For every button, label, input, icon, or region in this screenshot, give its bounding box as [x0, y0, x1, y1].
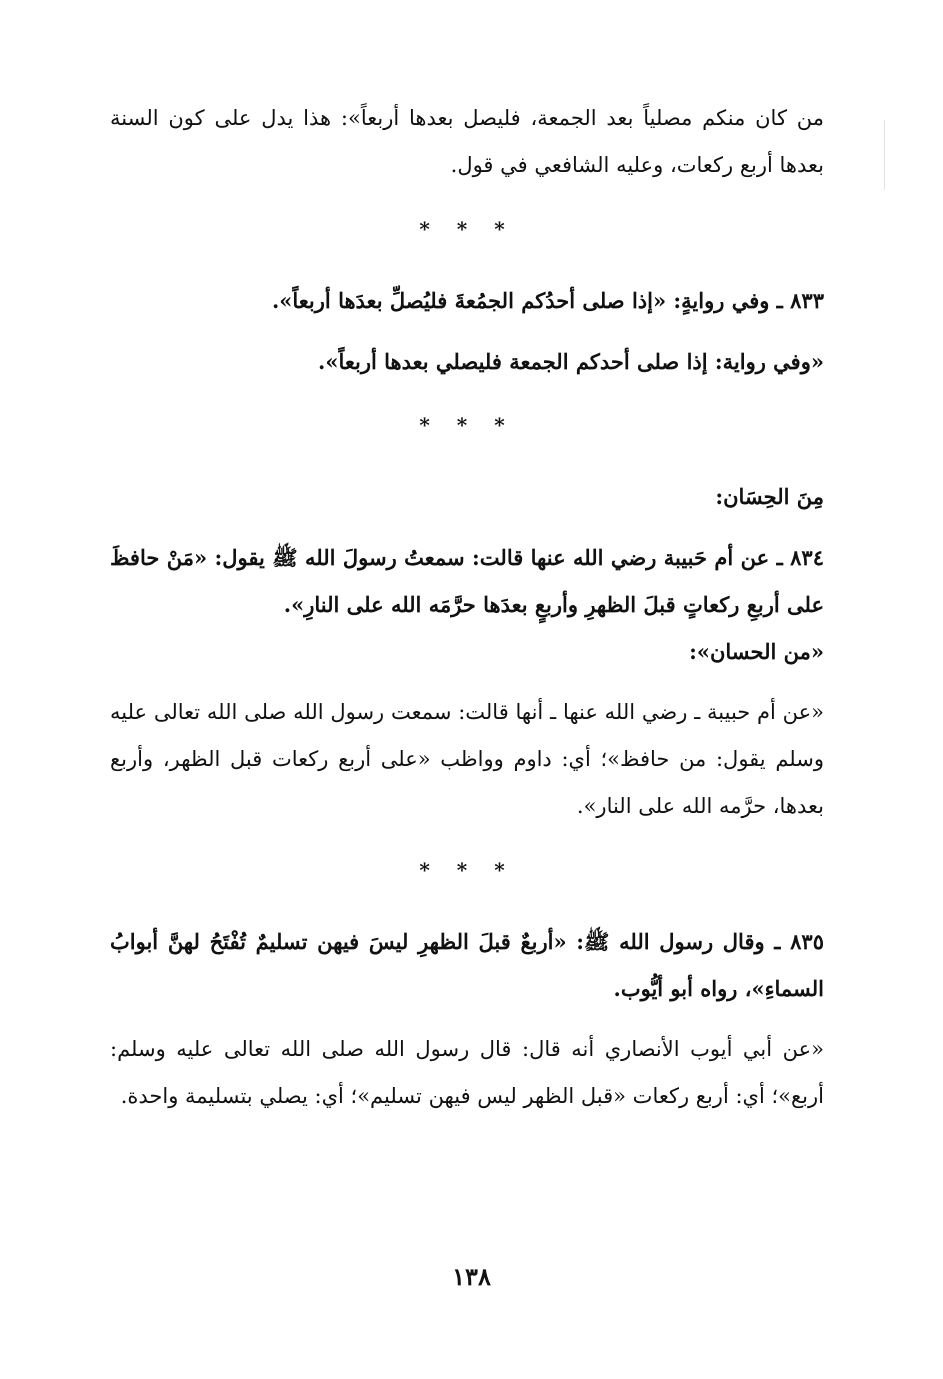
section-separator-2: * * * — [419, 413, 515, 437]
hadith-835-commentary: «عن أبي أيوب الأنصاري أنه قال: قال رسول الله صلى الله تعالى عليه وسلم: أربع»؛ أي: أربع ركعات «قبل الظهر ليس فيهن تسليم»؛ أي: يصلي بتسليمة واحدة. — [110, 1037, 824, 1108]
hadith-835: ٨٣٥ ـ وقال رسول الله ﷺ: «أربعٌ قبلَ الظهرِ ليسَ فيهن تسليمٌ تُفْتَحُ لهنَّ أبوابُ السماءِ»، رواه أبو أيُّوب. — [110, 929, 824, 1001]
hadith-833: ٨٣٣ ـ وفي روايةٍ: «إذا صلى أحدُكم الجمُعةَ فليُصلِّ بعدَها أربعاً». — [271, 288, 824, 313]
hadith-834: ٨٣٤ ـ عن أم حَبيبة رضي الله عنها قالت: سمعتُ رسولَ الله ﷺ يقول: «مَنْ حافظَ على أربعِ ركعاتٍ قبلَ الظهرِ وأربعٍ بعدَها حرَّمَه الله على النارِ». — [110, 545, 824, 617]
page-body — [110, 95, 824, 1120]
paragraph-1: من كان منكم مصلياً بعد الجمعة، فليصل بعدها أربعاً»: هذا يدل على كون السنة بعدها أربع ركعات، وعليه الشافعي في قول. — [110, 106, 824, 177]
margin-rule — [884, 120, 885, 190]
section-separator-3: * * * — [419, 858, 515, 882]
hadith-834-commentary: «عن أم حبيبة ـ رضي الله عنها ـ أنها قالت: سمعت رسول الله صلى الله تعالى عليه وسلم يقول: من حافظ»؛ أي: داوم وواظب «على أربع ركعات قبل الظهر، وأربع بعدها، حرَّمه الله على النار». — [110, 700, 824, 818]
section-separator-1: * * * — [419, 217, 515, 241]
section-heading-hisan: مِنَ الحِسَان: — [715, 484, 824, 509]
hadith-833-commentary: «وفي رواية: إذا صلى أحدكم الجمعة فليصلي بعدها أربعاً». — [318, 349, 824, 374]
commentary-heading: «من الحسان»: — [689, 639, 824, 664]
page-number: ١٣٨ — [452, 1262, 491, 1291]
